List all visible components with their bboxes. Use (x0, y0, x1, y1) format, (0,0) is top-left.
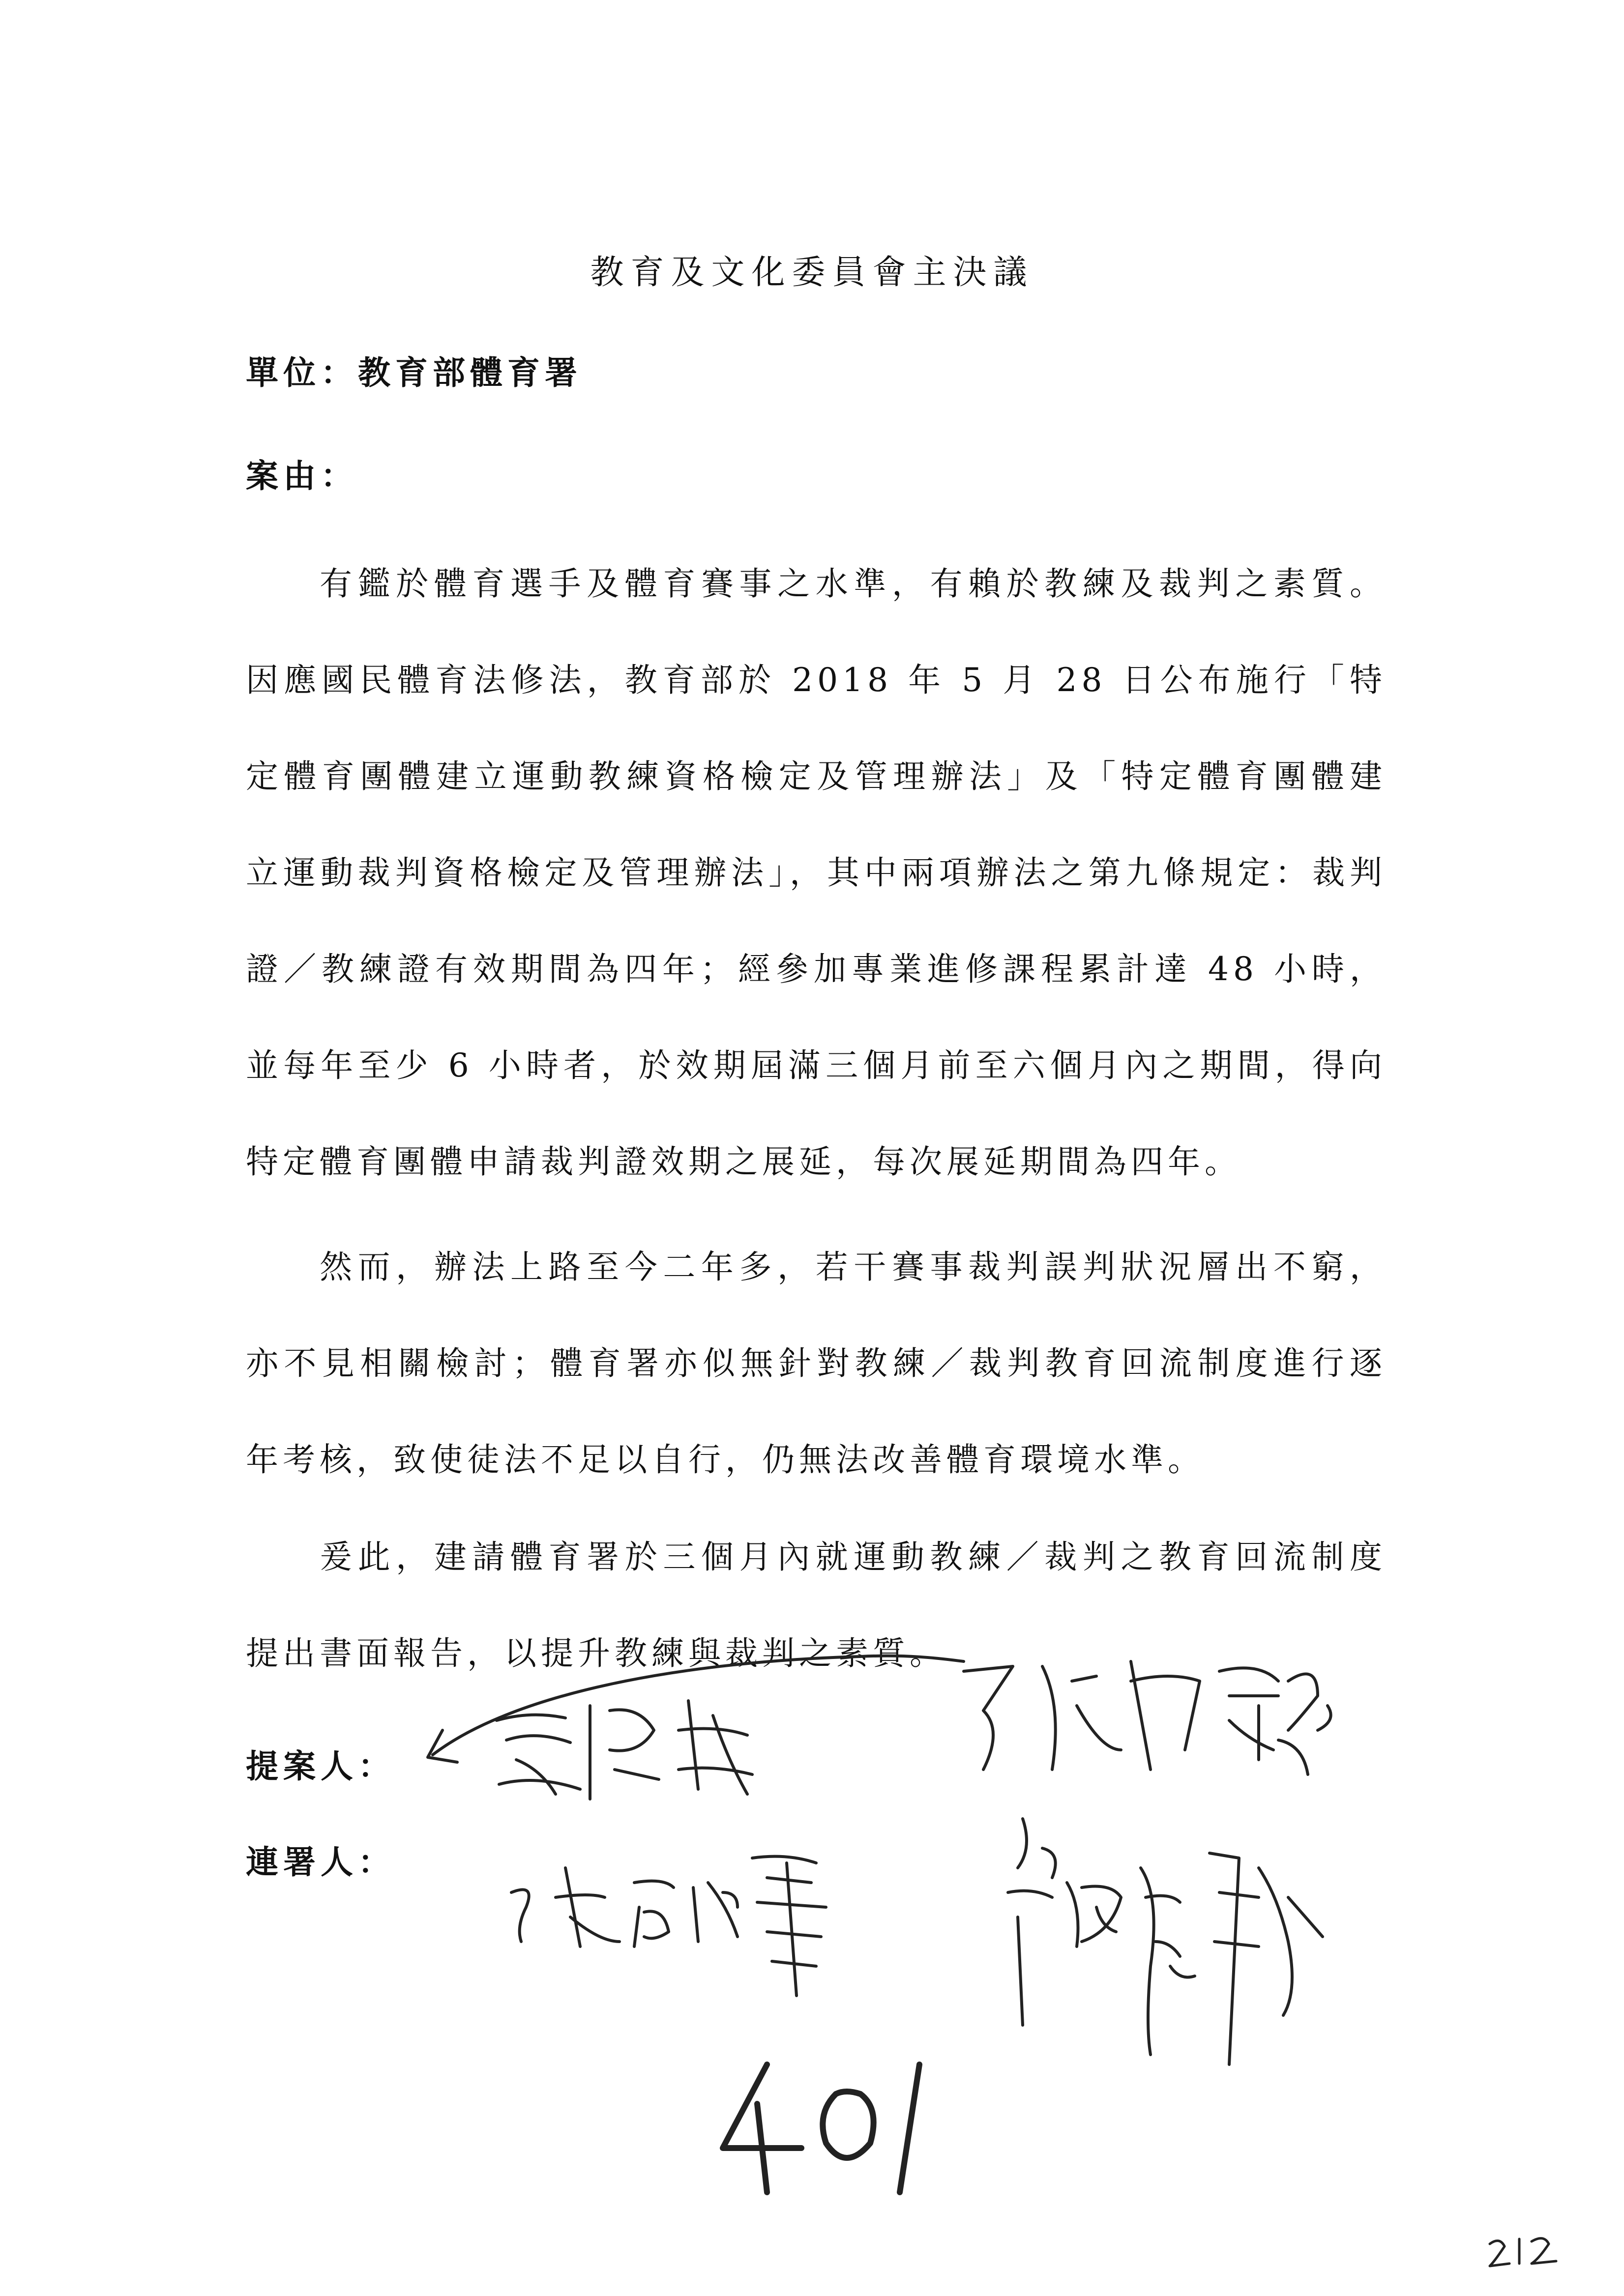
paragraph-background: 有鑑於體育選手及體育賽事之水準，有賴於教練及裁判之素質。因應國民體育法修法，教育部於 2018 年 5 月 28 日公布施行「特定體育團體建立運動教練資格檢定及管理辦法」及「特定體育團體建立運動裁判資格檢定及管理辦法」，其中兩項辦法之第九條規定：裁判證／教練證有效期間為四年；經參加專業進修課程累計達 48 小時，並每年至少 6 小時者，於效期屆滿三個月前至六個月內之期間，得向特定體育團體申請裁判證效期之展延，每次展延期間為四年。 (246, 565, 1387, 1181)
page-number-212 (1490, 2238, 1556, 2266)
document-number-401 (723, 2064, 919, 2192)
cosigner-label: 連署人： (246, 1843, 395, 1881)
proposer-signature-1 (497, 1701, 752, 1799)
cosigner-signature-2 (1008, 1819, 1323, 2064)
paragraph-request: 爰此，建請體育署於三個月內就運動教練／裁判之教育回流制度提出書面報告，以提升教練與裁判之素質。 (246, 1538, 1387, 1672)
document-title: 教育及文化委員會主決議 (590, 253, 1034, 292)
reason-label: 案由： (246, 457, 358, 495)
proposer-label: 提案人： (246, 1747, 395, 1785)
paragraph-problem: 然而，辦法上路至今二年多，若干賽事裁判誤判狀況層出不窮，亦不見相關檢討；體育署亦似無針對教練／裁判教育回流制度進行逐年考核，致使徒法不足以自行，仍無法改善體育環境水準。 (246, 1248, 1387, 1479)
unit-label: 單位：教育部體育署 (246, 353, 582, 392)
insertion-arrow-head (428, 1730, 457, 1762)
cosigner-signature-1 (511, 1857, 826, 1996)
